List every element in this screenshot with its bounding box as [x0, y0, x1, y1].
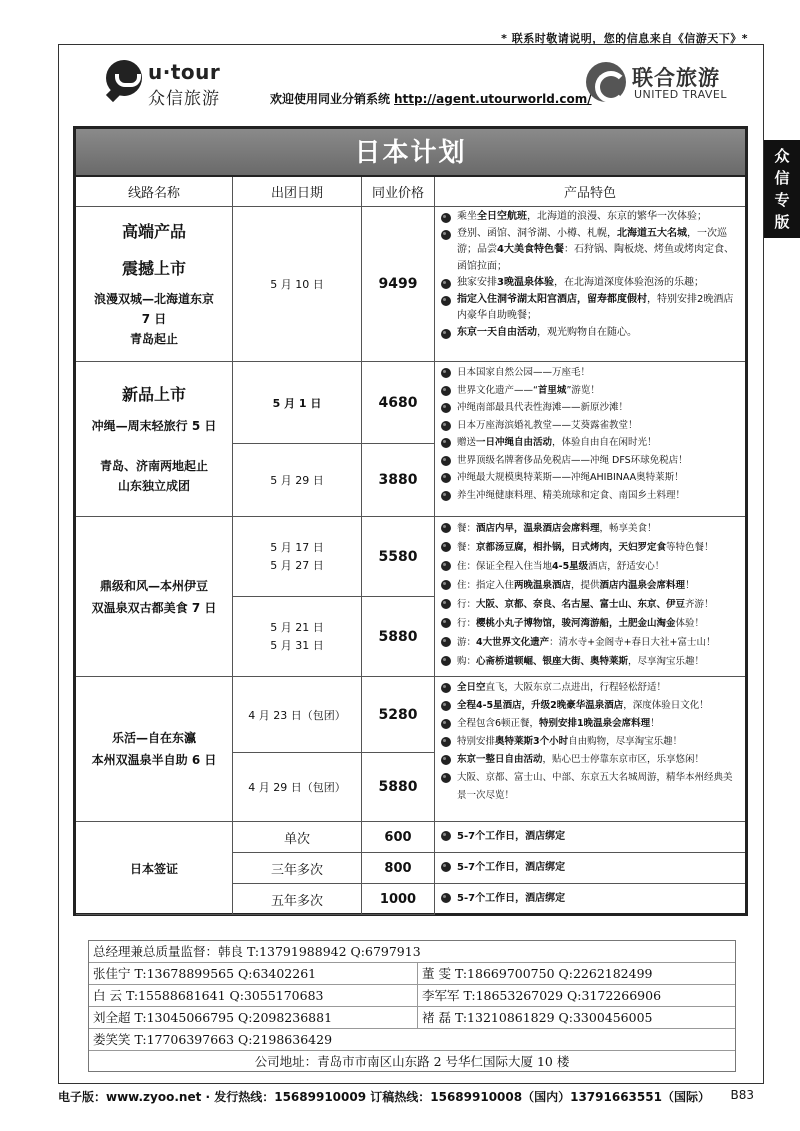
route-tag: 新品上市 [121, 385, 186, 404]
feature-list [435, 517, 745, 677]
contact-entry: 李军军 T:18653267029 Q:3172266906 [417, 985, 661, 1007]
col-header-features: 产品特色 [435, 177, 745, 207]
feature-item: 日本国家自然公园——万座毛！ [441, 364, 739, 382]
bullet-icon [441, 421, 451, 431]
feature-item: 冲绳南部最具代表性海滩——新原沙滩！ [441, 399, 739, 417]
departure-date: 4 月 23 日（包团） [233, 677, 362, 753]
welcome-text: 欢迎使用同业分销系统 [270, 92, 391, 106]
departure-date-group [233, 597, 362, 677]
price-value: 800 [362, 853, 435, 884]
side-tab-char: 众 [774, 147, 790, 165]
contact-row [89, 1029, 735, 1051]
col-header-price: 同业价格 [362, 177, 435, 207]
feature-item: 日本万座海滨婚礼教堂——艾葵露雀教堂！ [441, 417, 739, 435]
side-tab-char: 专 [774, 191, 790, 209]
feature-item: 餐：酒店内早，温泉酒店会席料理，畅享美食！ [441, 519, 739, 538]
route-origin: 青岛、济南两地起止 [99, 459, 208, 473]
departure-date: 5 月 10 日 [233, 207, 362, 362]
bullet-icon [441, 491, 451, 501]
bullet-icon [441, 719, 451, 729]
bullet-icon [441, 279, 451, 289]
side-tab-char: 版 [774, 213, 790, 231]
bullet-icon [441, 368, 451, 378]
section-side-tab [764, 140, 800, 238]
feature-item: 特别安排奥特莱斯3个小时自由购物，尽享淘宝乐趣！ [441, 733, 739, 751]
bullet-icon [441, 618, 451, 628]
utour-logo-cn: 众信旅游 [148, 89, 220, 109]
route-title: 鼎级和风—本州伊豆 [99, 578, 208, 593]
feature-item: 乘坐全日空航班，北海道的浪漫、东京的繁华一次体验； [441, 209, 739, 226]
japan-plan-table [73, 126, 748, 916]
contact-row [89, 963, 735, 985]
page-header [58, 44, 764, 124]
bullet-icon [441, 737, 451, 747]
bullet-icon [441, 580, 451, 590]
visa-feature [435, 822, 745, 853]
price-value: 5580 [362, 517, 435, 597]
visa-feature [435, 853, 745, 884]
bullet-icon [441, 213, 451, 223]
route-days: 本州双温泉半自助 6 日 [91, 753, 217, 767]
feature-list [435, 207, 745, 362]
col-header-date: 出团日期 [233, 177, 362, 207]
bullet-icon [441, 473, 451, 483]
plan-title: 日本计划 [76, 129, 745, 177]
feature-list [435, 362, 745, 517]
route-tag: 高端产品 [121, 222, 186, 241]
route-note: 山东独立成团 [117, 479, 190, 493]
feature-item: 游：4大世界文化遗产：清水寺+金阁寺+春日大社+富士山！ [441, 633, 739, 652]
contact-row [89, 985, 735, 1007]
bullet-icon [441, 637, 451, 647]
bullet-icon [441, 456, 451, 466]
united-travel-logo [586, 62, 756, 110]
source-note: * 联系时敬请说明，您的信息来自《信游天下》* [501, 32, 748, 45]
bullet-icon [441, 755, 451, 765]
bullet-icon [441, 701, 451, 711]
contact-entry-empty [417, 1029, 421, 1051]
route-title: 冲绳—周末轻旅行 5 日 [91, 419, 217, 433]
company-address: 公司地址：青岛市市南区山东路 2 号华仁国际大厦 10 楼 [254, 1054, 570, 1069]
contact-box [88, 940, 736, 1072]
route-tag: 震撼上市 [121, 259, 186, 278]
feature-item: 世界顶级名牌奢侈品免税店——冲绳 DFS环球免税店！ [441, 452, 739, 470]
price-value: 3880 [362, 444, 435, 517]
bullet-icon [441, 296, 451, 306]
page-footer [58, 1088, 764, 1105]
bullet-icon [441, 403, 451, 413]
united-swirl-icon [586, 62, 626, 102]
manager-line: 总经理兼总质量监督：韩良 T:13791988942 Q:6797913 [89, 941, 735, 963]
departure-date: 5 月 17 日 [270, 540, 324, 554]
feature-item: 独家安排3晚温泉体验，在北海道深度体验泡汤的乐趣； [441, 275, 739, 292]
utour-logo [106, 58, 236, 108]
route-title: 乐活—自在东瀛 [111, 731, 196, 745]
page-number: B83 [730, 1088, 754, 1102]
feature-item: 东京一天自由活动，观光购物自在随心。 [441, 325, 739, 342]
visa-type: 五年多次 [233, 884, 362, 915]
bullet-icon [441, 893, 451, 903]
feature-item: 餐：京都汤豆腐，相扑锅，日式烤肉，天妇罗定食等特色餐！ [441, 538, 739, 557]
bullet-icon [441, 683, 451, 693]
departure-date: 5 月 31 日 [270, 638, 324, 652]
feature-item: 住：指定入住两晚温泉酒店，提供酒店内温泉会席料理！ [441, 576, 739, 595]
utour-smile-icon [106, 60, 142, 96]
bullet-icon [441, 438, 451, 448]
feature-item: 赠送一日冲绳自由活动，体验自由自在闲时光！ [441, 434, 739, 452]
price-value: 4680 [362, 362, 435, 444]
utour-logo-en: u·tour [148, 60, 221, 84]
visa-feature [435, 884, 745, 915]
bullet-icon [441, 542, 451, 552]
contact-entry: 张佳宁 T:13678899565 Q:63402261 [93, 966, 317, 981]
route-name-cell [76, 517, 233, 677]
contact-entry: 白 云 T:15588681641 Q:3055170683 [93, 988, 324, 1003]
departure-date: 5 月 1 日 [233, 362, 362, 444]
route-name-cell [76, 207, 233, 362]
bullet-icon [441, 561, 451, 571]
departure-date: 5 月 29 日 [233, 444, 362, 517]
route-name-cell [76, 677, 233, 822]
visa-type: 单次 [233, 822, 362, 853]
visa-feature-text: 5-7个工作日，酒店绑定 [457, 893, 566, 904]
price-value: 600 [362, 822, 435, 853]
contact-entry: 褚 磊 T:13210861829 Q:3300456005 [417, 1007, 653, 1029]
feature-item: 东京一整日自由活动，贴心巴士停靠东京市区，乐享悠闲！ [441, 751, 739, 769]
contact-entry: 董 雯 T:18669700750 Q:2262182499 [417, 963, 653, 985]
col-header-route: 线路名称 [76, 177, 233, 207]
contact-row [89, 1007, 735, 1029]
feature-item [441, 855, 739, 880]
departure-date: 5 月 21 日 [270, 620, 324, 634]
departure-date: 4 月 29 日（包团） [233, 753, 362, 822]
agent-url-link[interactable]: http://agent.utourworld.com/ [394, 92, 592, 106]
feature-item [441, 886, 739, 911]
feature-item [441, 824, 739, 849]
route-title: 浪漫双城—北海道东京 [93, 292, 214, 306]
feature-item: 全日空直飞，大阪东京二点进出，行程轻松舒适！ [441, 679, 739, 697]
visa-feature-text: 5-7个工作日，酒店绑定 [457, 862, 566, 873]
welcome-line [270, 90, 592, 107]
feature-item: 冲绳最大规模奥特莱斯——冲绳AHIBINAA奥特莱斯！ [441, 469, 739, 487]
bullet-icon [441, 523, 451, 533]
departure-date-group [233, 517, 362, 597]
price-value: 1000 [362, 884, 435, 915]
feature-item: 全程包含6顿正餐，特别安排1晚温泉会席料理！ [441, 715, 739, 733]
visa-feature-text: 5-7个工作日，酒店绑定 [457, 831, 566, 842]
contact-entry: 娄笑笑 T:17706397663 Q:2198636429 [93, 1032, 333, 1047]
price-value: 5880 [362, 597, 435, 677]
feature-item: 全程4-5星酒店，升级2晚豪华温泉酒店，深度体验日文化！ [441, 697, 739, 715]
departure-date: 5 月 27 日 [270, 558, 324, 572]
bullet-icon [441, 831, 451, 841]
bullet-icon [441, 599, 451, 609]
feature-item: 养生冲绳健康料理、精美琉球和定食、南国乡土料理！ [441, 487, 739, 505]
feature-item: 住：保证全程入住当地4-5星级酒店，舒适安心！ [441, 557, 739, 576]
feature-list [435, 677, 745, 822]
united-logo-en: UNITED TRAVEL [634, 88, 728, 101]
united-logo-cn: 联合旅游 [632, 66, 720, 90]
feature-item: 大阪、京都、富士山、中部、东京五大名城周游，精华本州经典美景一次尽览！ [441, 769, 739, 805]
side-tab-char: 信 [774, 169, 790, 187]
feature-item: 登别、函馆、洞爷湖、小樽、札幌，北海道五大名城，一次巡游；品尝4大美食特色餐：石狩锅、陶板烧、烤鱼或烤肉定食、函馆拉面； [441, 226, 739, 276]
route-days: 7 日 [141, 312, 167, 326]
price-value: 5880 [362, 753, 435, 822]
feature-item: 行：大阪、京都、奈良、名古屋、富士山、东京、伊豆齐游！ [441, 595, 739, 614]
visa-type: 三年多次 [233, 853, 362, 884]
route-origin: 青岛起止 [129, 332, 178, 346]
bullet-icon [441, 773, 451, 783]
bullet-icon [441, 329, 451, 339]
bullet-icon [441, 862, 451, 872]
bullet-icon [441, 386, 451, 396]
route-days: 双温泉双古都美食 7 日 [91, 600, 217, 615]
visa-name: 日本签证 [76, 822, 233, 915]
feature-item: 指定入住洞爷湖太阳宫酒店，留寿都度假村，特别安排2晚酒店内豪华自助晚餐； [441, 292, 739, 325]
footer-hotlines: 电子版：www.zyoo.net · 发行热线：15689910009 订稿热线：15689910008（国内）13791663551（国际） [58, 1090, 710, 1104]
bullet-icon [441, 656, 451, 666]
feature-item: 世界文化遗产——“首里城”游览！ [441, 382, 739, 400]
feature-item: 购：心斋桥道顿崛、银座大街、奥特莱斯，尽享淘宝乐趣！ [441, 652, 739, 671]
bullet-icon [441, 230, 451, 240]
feature-item: 行：樱桃小丸子博物馆，骏河湾游船，土肥金山淘金体验！ [441, 614, 739, 633]
price-value: 9499 [362, 207, 435, 362]
contact-entry: 刘全超 T:13045066795 Q:2098236881 [93, 1010, 333, 1025]
price-value: 5280 [362, 677, 435, 753]
route-name-cell [76, 362, 233, 517]
